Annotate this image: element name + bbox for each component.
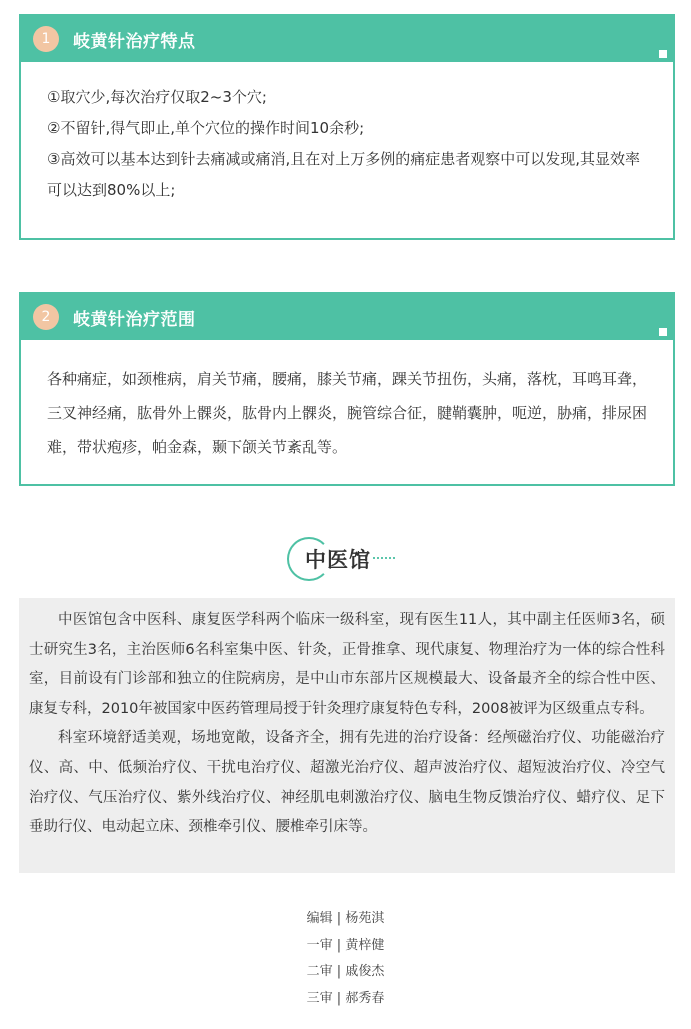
scope-card [19, 292, 675, 486]
feature-card-header [21, 16, 673, 62]
scope-card-body [21, 340, 673, 486]
credit-line: 三审 | 郝秀春 [306, 990, 385, 1006]
feature-card-title: 岐黄针治疗特点 [73, 31, 196, 52]
scope-card-title: 岐黄针治疗范围 [73, 309, 196, 330]
feature-line: ③高效可以基本达到针去痛减或痛消,且在对上万多例的痛症患者观察中可以发现,其显效率可以达到80%以上; [47, 150, 640, 199]
intro-paragraph: 中医馆包含中医科、康复医学科两个临床一级科室，现有医生11人，其中副主任医师3名，硕士研究生3名，主治医师6名科室集中医、针灸，正骨推拿、现代康复、物理治疗为一体的综合性科室，目前设有门诊部和独立的住院病房，是中山市东部片区规模最大、设备最齐全的综合性中医、康复专科，2010年被国家中医药管理局授于针灸理疗康复特色专科，2008被评为区级重点专科。 [29, 612, 665, 717]
credit-line: 编辑 | 杨苑淇 [306, 911, 385, 926]
section-heading [0, 534, 691, 584]
feature-card [19, 14, 675, 240]
square-icon [659, 50, 667, 58]
credit-line: 二审 | 戚俊杰 [306, 964, 385, 979]
intro-paragraph: 科室环境舒适美观，场地宽敞，设备齐全，拥有先进的治疗设备：经颅磁治疗仪、功能磁治疗仪、高、中、低频治疗仪、干扰电治疗仪、超激光治疗仪、超声波治疗仪、超短波治疗仪、冷空气治疗仪、气压治疗仪、紫外线治疗仪、神经肌电刺激治疗仪、脑电生物反馈治疗仪、蜡疗仪、足下垂助行仪、电动起立床、颈椎牵引仪、腰椎牵引床等。 [29, 730, 665, 836]
section-number-badge: 2 [33, 304, 59, 330]
dots-decoration-icon [372, 557, 396, 559]
square-icon [659, 328, 667, 336]
credit-line: 一审 | 黄梓健 [306, 937, 385, 953]
section-number-badge: 1 [33, 26, 59, 52]
feature-line: ②不留针,得气即止,单个穴位的操作时间10余秒; [47, 119, 365, 137]
credits [0, 906, 691, 1012]
scope-text: 各种痛症，如颈椎病，肩关节痛，腰痛，膝关节痛，踝关节扭伤，头痛，落枕，耳鸣耳聋，三叉神经痛，肱骨外上髁炎，肱骨内上髁炎，腕管综合征，腱鞘囊肿，呃逆，胁痛，排尿困难，带状疱疹，帕金森，颞下颌关节紊乱等。 [47, 370, 648, 456]
section-title: 中医馆 [305, 548, 371, 572]
feature-card-body [21, 62, 673, 226]
scope-card-header [21, 294, 673, 340]
intro-box [19, 598, 675, 873]
feature-line: ①取穴少,每次治疗仅取2~3个穴; [47, 88, 267, 106]
